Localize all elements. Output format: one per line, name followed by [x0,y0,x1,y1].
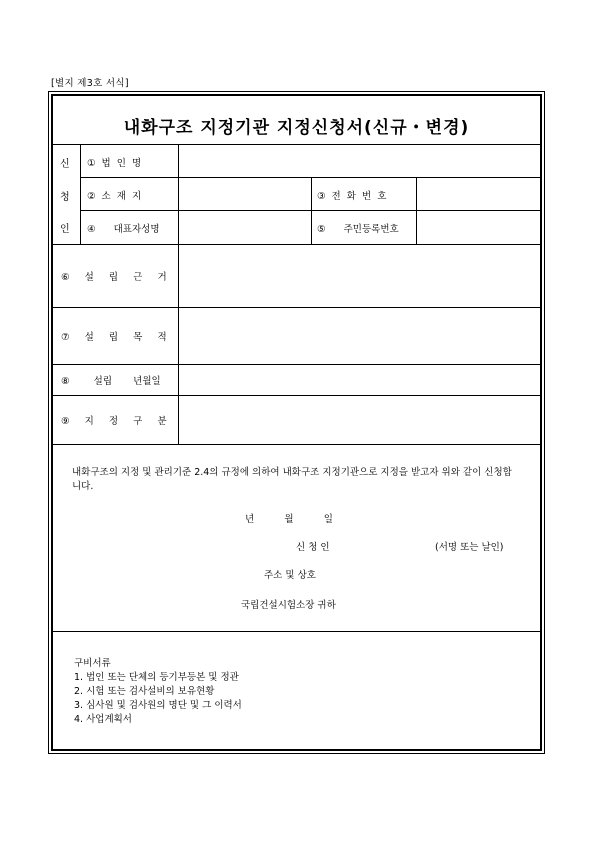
application-statement: 내화구조의 지정 및 관리기준 2.4의 규정에 의하여 내화구조 지정기관으로 지정을 받고자 위와 같이 신청합니다. [72,467,512,492]
corp-name-label: ① 법 인 명 [87,158,142,169]
required-document-item: 4. 사업계획서 [74,714,132,725]
date-line: 년 월 일 [245,514,333,525]
address-and-name-line: 주소 및 상호 [264,570,316,581]
required-documents-heading: 구비서류 [74,658,111,669]
required-document-item: 3. 심사원 및 검사원의 명단 및 그 이력서 [74,700,242,711]
title-row [53,96,540,145]
addressee-line: 국립건설시험소장 귀하 [241,600,336,611]
establishment-purpose-label: ⑦ 설 립 목 적 [61,332,167,343]
form-outer-border [48,91,545,754]
label-column-divider [178,144,179,444]
row-divider-6 [53,395,540,396]
establishment-basis-label: ⑥ 설 립 근 거 [61,272,167,283]
applicant-line: 신 청 인 [296,542,330,553]
row-divider-3 [53,244,540,245]
establishment-date-label: ⑧ 설립 년월일 [61,376,161,387]
required-document-item: 2. 시험 또는 검사설비의 보유현황 [74,686,215,697]
row-divider-8 [53,631,540,632]
row-divider-5 [53,364,540,365]
row-divider-2 [80,210,540,211]
row-divider-7 [53,444,540,445]
applicant-column-divider [80,144,81,244]
applicant-label-char-3: 인 [60,224,70,235]
signature-hint: (서명 또는 날인) [435,542,504,553]
designation-category-label: ⑨ 지 정 구 분 [61,416,167,427]
row-divider-4 [53,307,540,308]
form-title: 내화구조 지정기관 지정신청서(신규・변경) [123,117,470,138]
resident-number-label: ⑤ 주민등록번호 [317,224,399,235]
required-document-item: 1. 법인 또는 단체의 등기부등본 및 정관 [74,672,239,683]
representative-name-label: ④ 대표자성명 [87,224,160,235]
row-divider-1 [80,177,540,178]
applicant-label-char-1: 신 [60,159,70,170]
address-label: ② 소 재 지 [87,191,142,202]
applicant-label-char-2: 청 [60,192,70,203]
phone-label: ③ 전 화 번 호 [317,191,387,202]
form-frame [51,94,542,751]
form-reference: [별지 제3호 서식] [51,78,129,89]
